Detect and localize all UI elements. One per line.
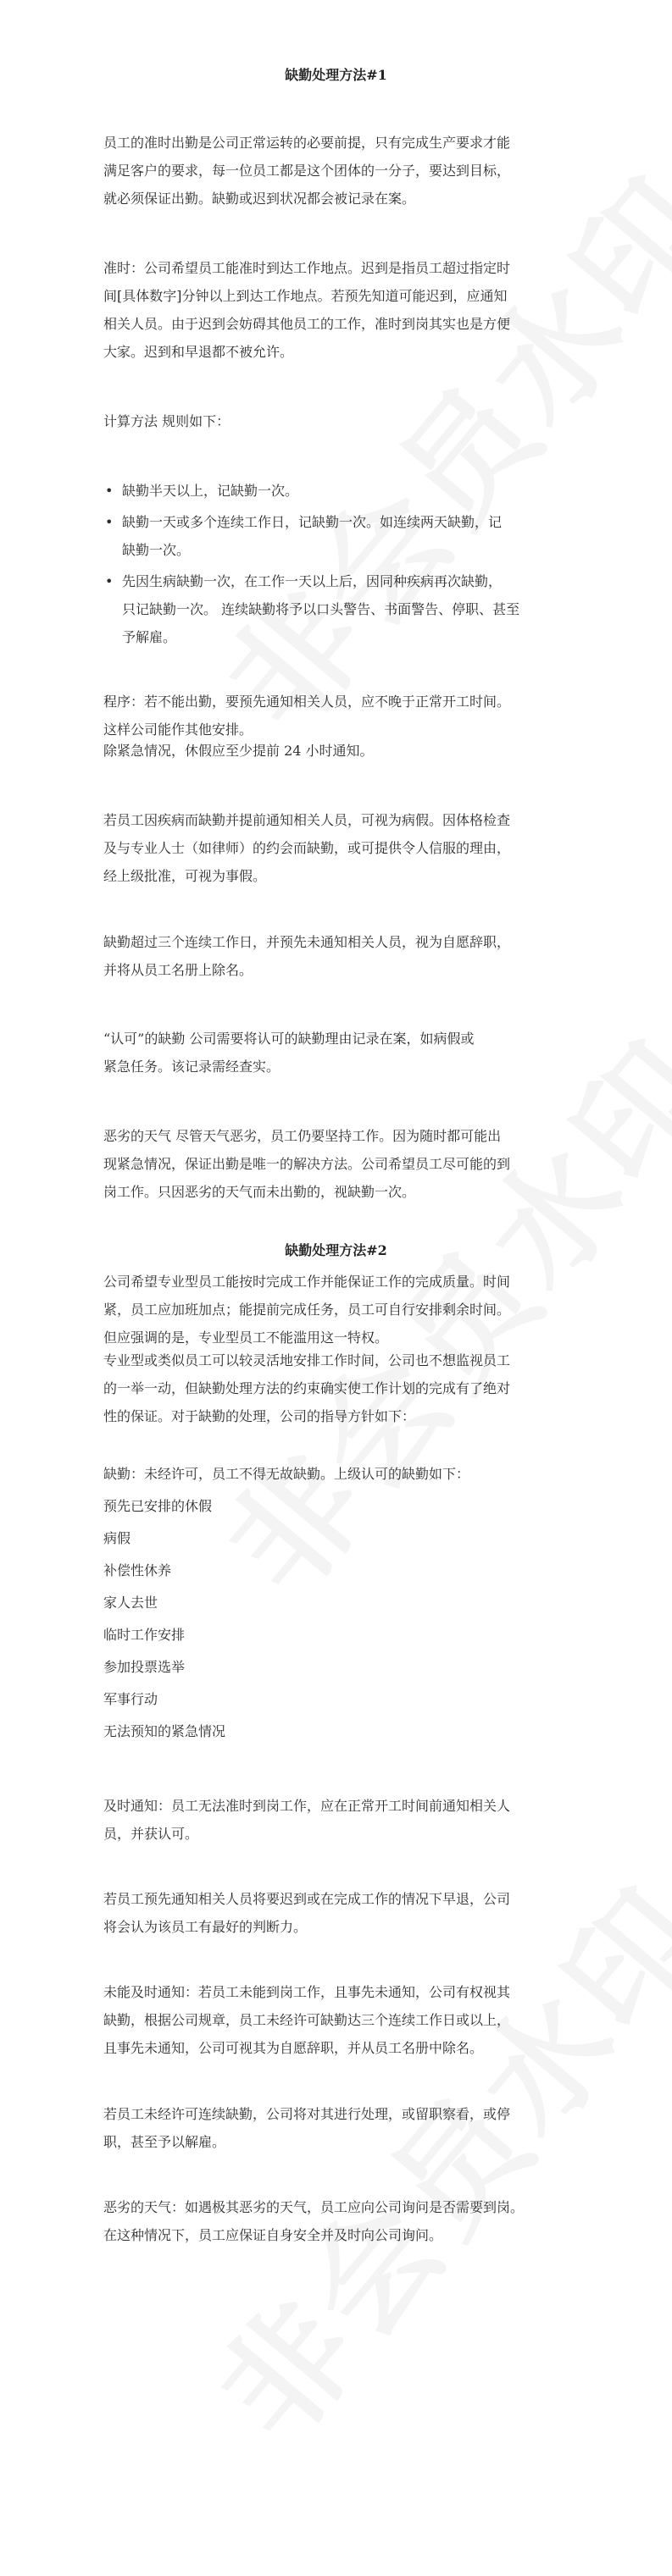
bad-weather-line: 在这种情况下，员工应保证自身安全并及时向公司询问。: [103, 2227, 443, 2243]
no-notice-line: 且事先未通知，公司可视其为自愿辞职，并从员工名册中除名。: [103, 2040, 484, 2056]
watermark: [178, 131, 672, 761]
bullet-item: 予解雇。: [122, 629, 177, 645]
punctual-line: 大家。迟到和早退都不被允许。: [103, 344, 294, 360]
absence-list-item: 军事行动: [103, 1691, 158, 1707]
bullet-item: 缺勤一天或多个连续工作日，记缺勤一次。如连续两天缺勤，记: [122, 514, 503, 530]
bullet-dot: •: [105, 514, 114, 530]
bullet-item: 只记缺勤一次。 连续缺勤将予以口头警告、书面警告、停职、甚至: [122, 601, 520, 617]
punctual-line: 准时：公司希望员工能准时到达工作地点。迟到是指员工超过指定时: [103, 260, 511, 276]
sick-leave-line: 及与专业人士（如律师）的约会而缺勤，或可提供令人信服的理由，: [103, 840, 511, 856]
approved-absence-line: 紧急任务。该记录需经查实。: [103, 1059, 280, 1075]
intro-line: 员工的准时出勤是公司正常运转的必要前提，只有完成生产要求才能: [103, 135, 511, 151]
bullet-item: 缺勤半天以上，记缺勤一次。: [122, 483, 299, 499]
absence-list-item: 临时工作安排: [103, 1627, 186, 1643]
bullet-dot: •: [105, 483, 114, 499]
procedure-line: 这样公司能作其他安排。: [103, 721, 253, 738]
three-days-line: 并将从员工名册上除名。: [103, 962, 253, 978]
approved-absence-line: “认可”的缺勤 公司需要将认可的缺勤理由记录在案，如病假或: [103, 1031, 475, 1047]
weather-line: 现紧急情况，保证出勤是唯一的解决方法。公司希望员工尽可能的到: [103, 1156, 511, 1172]
bullet-item: 缺勤一次。: [122, 542, 191, 558]
early-leave-line: 若员工预先通知相关人员将要迟到或在完成工作的情况下早退，公司: [103, 1891, 511, 1907]
absence-list-item: 病假: [103, 1530, 131, 1546]
absence-list-item: 无法预知的紧急情况: [103, 1723, 226, 1739]
absence-list-item: 预先已安排的休假: [103, 1498, 213, 1514]
sick-leave-line: 经上级批准，可视为事假。: [103, 868, 267, 884]
punctual-line: 相关人员。由于迟到会妨碍其他员工的工作，准时到岗其实也是方便: [103, 316, 511, 332]
section-2-intro-line: 的一举一动，但缺勤处理方法的约束确实使工作计划的完成有了绝对: [103, 1380, 511, 1396]
absence-intro: 缺勤：未经许可，员工不得无故缺勤。上级认可的缺勤如下：: [103, 1466, 470, 1482]
three-days-line: 缺勤超过三个连续工作日，并预先未通知相关人员，视为自愿辞职，: [103, 934, 511, 950]
section-2-title: 缺勤处理方法#2: [285, 1242, 387, 1258]
section-1-title: 缺勤处理方法#1: [285, 67, 387, 83]
procedure-line: 除紧急情况，休假应至少提前 24 小时通知。: [103, 743, 374, 759]
section-2-intro-line: 专业型或类似员工可以较灵活地安排工作时间，公司也不想监视员工: [103, 1352, 511, 1368]
punctual-line: 间[具体数字]分钟以上到达工作地点。若预先知道可能迟到，应通知: [103, 288, 508, 304]
bullet-item: 先因生病缺勤一次，在工作一天以上后，因同种疾病再次缺勤，: [122, 573, 503, 589]
section-2-intro-line: 紧，员工应加班加点；能提前完成任务，员工可自行安排剩余时间。: [103, 1302, 511, 1318]
no-notice-line: 未能及时通知：若员工未能到岗工作，且事先未通知，公司有权视其: [103, 1984, 511, 2000]
bad-weather-line: 恶劣的天气：如遇极其恶劣的天气，员工应向公司询问是否需要到岗。: [103, 2199, 525, 2215]
timely-notice-line: 员，并获认可。: [103, 1826, 199, 1842]
timely-notice-line: 及时通知：员工无法准时到岗工作，应在正常开工时间前通知相关人: [103, 1798, 511, 1814]
intro-line: 满足客户的要求，每一位员工都是这个团体的一分子，要达到目标，: [103, 163, 511, 179]
section-2-intro-line: 性的保证。对于缺勤的处理，公司的指导方针如下：: [103, 1408, 416, 1424]
section-2-intro-line: 公司希望专业型员工能按时完成工作并能保证工作的完成质量。时间: [103, 1274, 511, 1290]
continuous-absence-line: 职，甚至予以解雇。: [103, 2134, 226, 2150]
weather-line: 恶劣的天气 尽管天气恶劣，员工仍要坚持工作。因为随时都可能出: [103, 1128, 502, 1144]
procedure-line: 程序：若不能出勤，要预先通知相关人员，应不晚于正常开工时间。: [103, 694, 511, 710]
bullet-dot: •: [105, 573, 114, 589]
absence-list-item: 补偿性休养: [103, 1562, 172, 1578]
early-leave-line: 将会认为该员工有最好的判断力。: [103, 1919, 308, 1935]
absence-list-item: 参加投票选举: [103, 1659, 186, 1675]
continuous-absence-line: 若员工未经许可连续缺勤，公司将对其进行处理，或留职察看，或停: [103, 2106, 511, 2122]
section-2-intro-line: 但应强调的是，专业型员工不能滥用这一特权。: [103, 1329, 389, 1346]
weather-line: 岗工作。只因恶劣的天气而未出勤的，视缺勤一次。: [103, 1184, 416, 1200]
intro-line: 就必须保证出勤。缺勤或迟到状况都会被记录在案。: [103, 191, 416, 207]
sick-leave-line: 若员工因疾病而缺勤并提前通知相关人员，可视为病假。因体格检查: [103, 812, 511, 828]
absence-list-item: 家人去世: [103, 1595, 158, 1611]
calc-rule-heading: 计算方法 规则如下：: [103, 413, 230, 429]
no-notice-line: 缺勤，根据公司规章，员工未经许可缺勤达三个连续工作日或以上，: [103, 2012, 511, 2028]
